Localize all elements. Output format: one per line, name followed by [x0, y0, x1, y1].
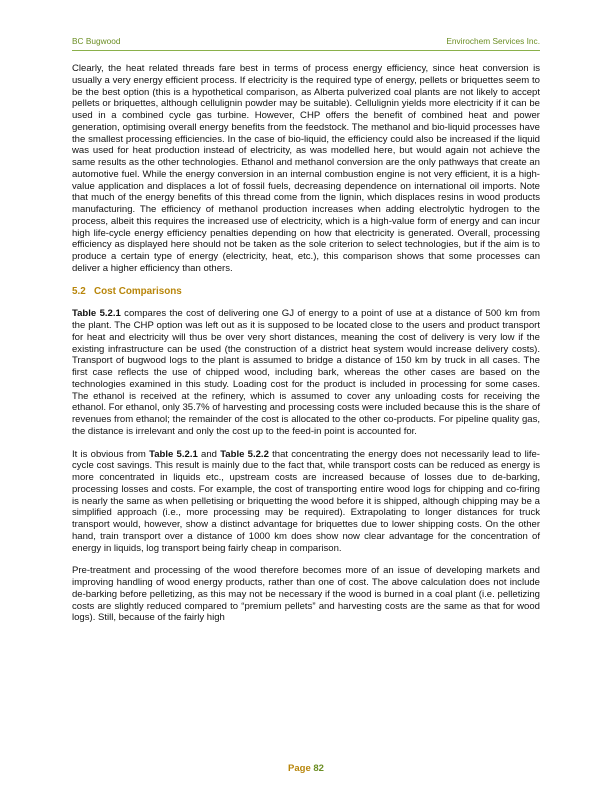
paragraph-3-mid: and — [197, 448, 221, 460]
paragraph-2 — [72, 308, 540, 437]
page-header — [72, 36, 540, 46]
section-title: Cost Comparisons — [94, 285, 182, 297]
header-right: Envirochem Services Inc. — [446, 36, 540, 46]
paragraph-2-text: compares the cost of delivering one GJ of energy to a point of use at a distance of 500 km from the plant. The CHP option was left out as it is supposed to be located close to the users and product transport for heat and electricity will thus be over very short distances, meaning the cost of delivery is very low if the existing infrastructure can be used (the construction of a district heat system would increase delivery costs). Transport of bugwood logs to the plant is assumed to bridge a distance of 150 km by truck in all cases. The first case reflects the use of chipped wood, including bark, whereas the other cases are based on the technologies examined in this study. Loading cost for the product is included in processing for some cases. The ethanol is received at the refinery, which is assumed to cover any unloading costs for receiving the ethanol. For ethanol, only 35.7% of harvesting and processing costs were included because this is the share of revenues from ethanol; the remainder of the cost is allocated to the other co-products. For pipeline quality gas, the distance is irrelevant and only the cost up to the feed-in point is accounted for. — [72, 308, 540, 437]
paragraph-3-pre: It is obvious from — [72, 448, 150, 460]
paragraph-4: Pre-treatment and processing of the wood therefore becomes more of an issue of developing markets and improving handling of wood energy products, rather than one of cost. The above calculation does not include de-barking before pelletizing, as this may not be necessary if the wood is burned in a coal plant (i.e. pelletizing costs are slightly reduced compared to “premium pellets” and harvesting costs are the same as that for wood logs). Still, because of the fairly high — [72, 565, 540, 624]
header-rule — [72, 50, 540, 51]
section-heading — [72, 286, 540, 298]
paragraph-1: Clearly, the heat related threads fare best in terms of process energy efficiency, since heat conversion is usually a very energy efficient process. If electricity is the required type of energy, pellets or briquettes seem to be the best option (this is a hypothetical comparison, as Alberta pulverized coal plants are not likely to accept pellets or briquettes, although cellulignin powder may be suitable). Cellulignin yields more electricity if it can be used in a combined cycle gas turbine. However, CHP offers the benefit of combined heat and power generation, optimising overall energy benefits from the feedstock. The methanol and bio-liquid processes have the smallest processing efficiencies. In the case of bio-liquid, the efficiency could also be increased if the liquid was used for heat production instead of electricity, as was modelled here, but would again not achieve the same results as the other technologies. Ethanol and methanol conversion are the only pathways that create an automotive fuel. While the energy conversion in an internal combustion engine is not very efficient, it is a high-value application and displaces a lot of fossil fuels, decreasing dependence on international oil imports. Note that much of the energy benefits of this thread come from the lignin, which displaces resins in wood products manufacturing. The efficiency of methanol production increases when adding electrolytic hydrogen to the process, albeit this requires the increased use of electricity, which is a high-value form of energy and can incur high life-cycle energy efficiency penalties depending on how that electricity is generated. Overall, processing efficiency as displayed here should not be taken as the sole criterion to select technologies, but if the aim is to produce a certain type of energy (electricity, heat, etc.), this comparison shows that some processes can deliver a higher efficiency than others. — [72, 63, 540, 274]
section-number: 5.2 — [72, 285, 86, 297]
page-number: 82 — [313, 763, 324, 774]
body-text — [72, 63, 540, 635]
paragraph-3 — [72, 449, 540, 555]
page-label: Page — [288, 763, 311, 774]
table-ref-2: Table 5.2.2 — [220, 448, 269, 460]
table-ref-1: Table 5.2.1 — [149, 448, 198, 460]
header-left: BC Bugwood — [72, 36, 121, 46]
paragraph-3-text: that concentrating the energy does not necessarily lead to life-cycle cost savings. This result is mainly due to the fact that, while transport costs can be reduced as energy is more concentrated in liquids etc., upstream costs are increased because of losses due to de-barking, processing losses and costs. For example, the cost of transporting entire wood logs for chipping and co-firing is nearly the same as when pelletising or briquetting the wood before it is shipped, although chipping may be a simplified approach (i.e., more processing may be required). Extrapolating to longer distances for truck transport would, however, show a distinct advantage for briquettes due to lower shipping costs. On the other hand, train transport over a distance of 1000 km does show now clear advantage for the concentration of energy in liquids, log transport being fairly cheap in comparison. — [72, 448, 540, 554]
table-ref: Table 5.2.1 — [72, 308, 121, 320]
page-footer — [0, 763, 612, 774]
